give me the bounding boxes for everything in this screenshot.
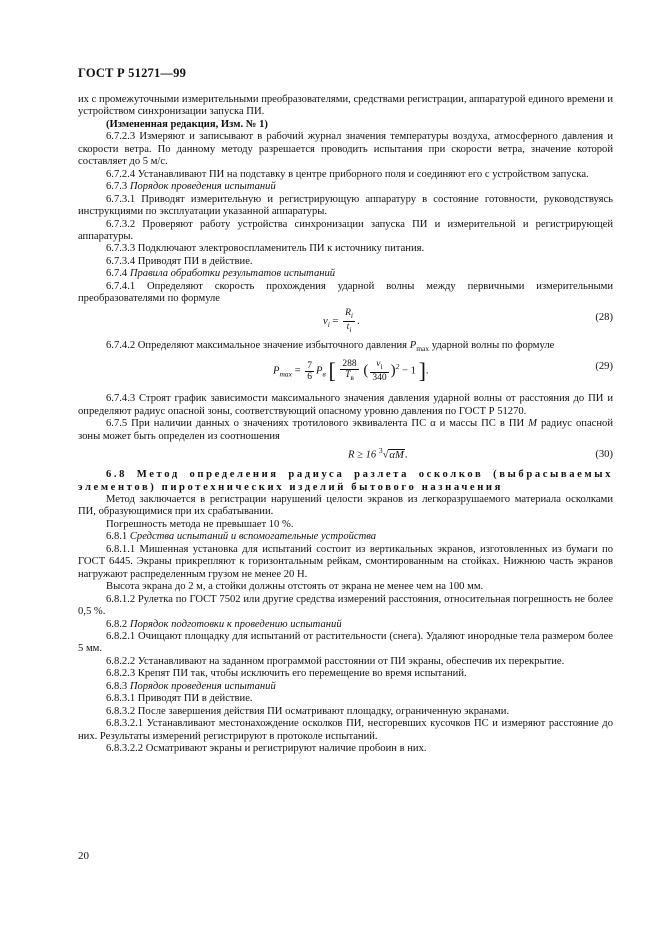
section-heading: 6.8 Метод определения радиуса разлета осколков (выбрасываемых элементов) пиротехнических изделий бытового назначения [78, 469, 613, 493]
document-header: ГОСТ Р 51271—99 [78, 66, 187, 80]
paragraph: 6.8.3.2.1 Устанавливают местонахождение осколков ПИ, несгоревших кусочков ПС и измеряют расстояние до них. Результаты измерений регистрируют в протоколе испытаний. [78, 718, 613, 742]
formula-number: (28) [595, 311, 613, 323]
paragraph: 6.8.2.2 Устанавливают на заданном программой расстоянии от ПИ экраны, обеспечив их перекрытие. [106, 655, 565, 667]
paragraph: 6.7.3.4 Приводят ПИ в действие. [106, 255, 253, 267]
paragraph: 6.8.3.2 После завершения действия ПИ осматривают площадку, ограниченную экранами. [106, 705, 510, 717]
formula-30: R ≥ 16 $^3$√αM. (30) [348, 446, 613, 461]
paragraph: 6.7.4.2 Определяют максимальное значение избыточного давления $P_{max}$ ударной волны по формуле [106, 339, 555, 353]
paragraph: 6.8.3.2.2 Осматривают экраны и регистрируют наличие пробоин в них. [106, 743, 427, 755]
paragraph: 6.8.1.1 Мишенная установка для испытаний состоит из вертикальных экранов, изготовленных из бумаги по ГОСТ 6445. Экраны прикрепляют к горизонтальным рейкам, смонтированным на стойках. Нижнюю часть экранов нагружают распределенным грузом не менее 20 Н. [78, 543, 613, 580]
section-heading: 6.7.3 Порядок проведения испытаний [106, 181, 276, 193]
formula-number: (29) [595, 361, 613, 373]
paragraph: 6.7.3.2 Проверяют работу устройства синхронизации запуска ПИ и измерительной и регистрирующей аппаратуры. [78, 218, 613, 242]
paragraph: 6.8.1.2 Рулетка по ГОСТ 7502 или другие средства измерений расстояния, относительная погрешность не более 0,5 %. [78, 593, 613, 618]
section-heading: 6.8.3 Порядок проведения испытаний [106, 680, 276, 692]
page-number: 20 [78, 850, 89, 862]
paragraph: Высота экрана до 2 м, а стойки должны отстоять от экрана не менее чем на 100 мм. [106, 581, 484, 593]
section-heading: 6.7.4 Правила обработки результатов испытаний [106, 268, 336, 280]
paragraph: 6.7.4.3 Строят график зависимости максимального значения давления ударной волны от расстояния до ПИ и определяют радиус опасной зоны, соответствующий опасному уровню давления по ГОСТ Р 51270. [78, 393, 613, 417]
section-heading: 6.8.1 Средства испытаний и вспомогательные устройства [106, 531, 377, 543]
paragraph: их с промежуточными измерительными преобразователями, средствами регистрации, аппаратурой единого времени и устройством синхронизации запуска ПИ. [78, 94, 613, 118]
amendment-note: (Измененная редакция, Изм. № 1) [106, 118, 268, 130]
section-heading: 6.8.2 Порядок подготовки к проведению испытаний [106, 618, 342, 630]
formula-29: $P_{max}$ = $\frac{7}{6}$ $P_в$ [ $\frac{288}{T_в}$ ( $\frac{v_i}{340}$ )$^2$ − 1 ]. (29) [273, 358, 613, 384]
formula-number: (30) [595, 449, 613, 461]
formula-28: $v_i$ = $\frac{R_i}{t_i}$ . (28) [323, 307, 613, 334]
paragraph: 6.7.5 При наличии данных о значениях тротилового эквивалента ПС α и массы ПС в ПИ M радиус опасной зоны может быть определен из соотношения [78, 418, 613, 442]
paragraph: 6.7.2.3 Измеряют и записывают в рабочий журнал значения температуры воздуха, атмосферного давления и скорости ветра. По данному методу разрешается проводить испытания при скорости ветра, значение которой составляет до 5 м/с. [78, 131, 613, 168]
paragraph: 6.7.3.3 Подключают электровоспламенитель ПИ к источнику питания. [106, 243, 425, 255]
paragraph: Погрешность метода не превышает 10 %. [106, 518, 294, 530]
paragraph: 6.8.2.1 Очищают площадку для испытаний от растительности (снега). Удаляют инородные тела размером более 5 мм. [78, 630, 613, 655]
paragraph: 6.8.3.1 Приводят ПИ в действие. [106, 693, 253, 705]
paragraph: 6.7.4.1 Определяют скорость прохождения ударной волны между первичными измерительными преобразователями по формуле [78, 280, 613, 305]
document-body [78, 94, 613, 756]
paragraph: Метод заключается в регистрации нарушений целости экранов из легкоразрушаемого материала осколками ПИ, образующимися при их срабатывании. [78, 493, 613, 518]
paragraph: 6.7.2.4 Устанавливают ПИ на подставку в центре приборного поля и соединяют его с устройством запуска. [106, 168, 589, 180]
paragraph: 6.7.3.1 Приводят измерительную и регистрирующую аппаратуру в состояние готовности, руководствуясь инструкциями по эксплуатации указанной аппаратуры. [78, 193, 613, 218]
paragraph: 6.8.2.3 Крепят ПИ так, чтобы исключить его перемещение во время испытаний. [106, 668, 467, 680]
